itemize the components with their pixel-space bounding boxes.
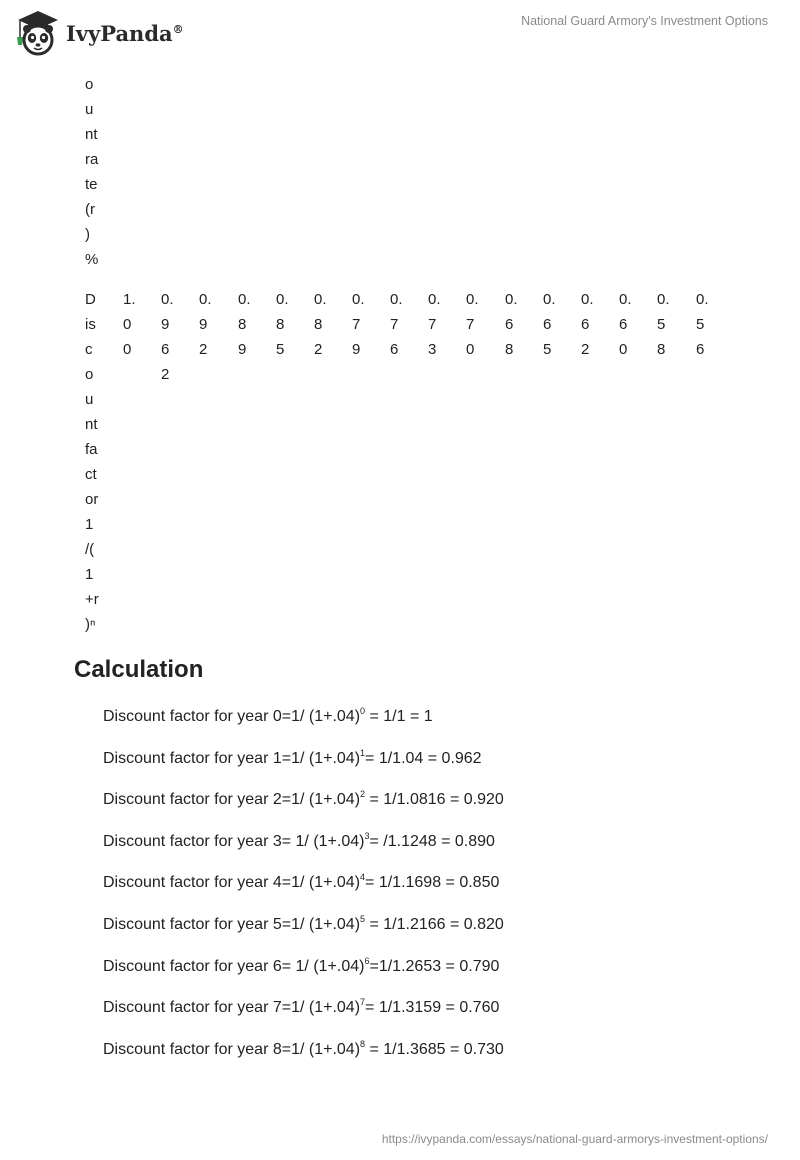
- calculation-line: [103, 916, 504, 934]
- discount-rate-label-fragment: ): [85, 226, 90, 243]
- discount-factor-cell-fragment: 8: [238, 316, 247, 333]
- discount-rate-label-fragment: nt: [85, 126, 98, 143]
- calculation-text: Discount factor for year 4=1/ (1+.04): [103, 874, 361, 892]
- discount-factor-cell-fragment: 2: [161, 366, 170, 383]
- discount-factor-cell: [199, 287, 212, 362]
- calculation-text: Discount factor for year 6= 1/ (1+.04): [103, 957, 365, 975]
- discount-factor-cell-fragment: 9: [352, 341, 361, 358]
- calculation-result: = 1/1.0816 = 0.920: [365, 791, 504, 809]
- discount-factor-cell: [276, 287, 289, 362]
- discount-factor-cell: [238, 287, 251, 362]
- discount-factor-cell: [543, 287, 556, 362]
- calculation-result: =1/1.2653 = 0.790: [369, 957, 500, 975]
- discount-factor-cell-fragment: 0: [466, 341, 475, 358]
- discount-factor-cell-fragment: 6: [619, 316, 628, 333]
- calculation-text: Discount factor for year 7=1/ (1+.04): [103, 999, 361, 1017]
- calculation-result: = 1/1.2166 = 0.820: [365, 916, 504, 933]
- discount-factor-cell-fragment: 0.: [657, 291, 670, 308]
- discount-factor-cell-fragment: 2: [314, 341, 323, 358]
- exponent: 3: [364, 830, 370, 841]
- calculation-line: [103, 708, 433, 726]
- discount-factor-cell-fragment: 8: [505, 341, 514, 358]
- discount-factor-cell-fragment: 0: [123, 341, 132, 358]
- discount-factor-cell-fragment: 7: [466, 316, 475, 333]
- calculation-line: [103, 1038, 504, 1059]
- discount-factor-cell: [696, 287, 709, 362]
- exponent: 7: [360, 997, 366, 1008]
- discount-factor-cell-fragment: 0.: [543, 291, 556, 308]
- discount-factor-label-fragment: is: [85, 316, 96, 333]
- discount-factor-label-fragment: ct: [85, 466, 97, 483]
- calculation-result: = 1/1.04 = 0.962: [365, 749, 482, 767]
- exponent: 5: [360, 914, 366, 924]
- discount-factor-cell: [466, 287, 479, 362]
- discount-factor-label-fragment: c: [85, 341, 93, 358]
- discount-factor-cell-fragment: 0.: [352, 291, 365, 308]
- discount-factor-cell-fragment: 5: [276, 341, 285, 358]
- calculation-result: = /1.1248 = 0.890: [369, 832, 495, 850]
- discount-factor-cell-fragment: 6: [543, 316, 552, 333]
- discount-factor-cell-fragment: 0.: [505, 291, 518, 308]
- discount-rate-label-fragment: u: [85, 101, 94, 118]
- discount-factor-cell-fragment: 6: [161, 341, 170, 358]
- calculation-result: = 1/1.3159 = 0.760: [365, 999, 500, 1017]
- discount-rate-label-fragment: (r: [85, 201, 95, 218]
- discount-factor-label-fragment: /(: [85, 541, 95, 558]
- document-title: National Guard Armory's Investment Options: [521, 14, 768, 28]
- discount-factor-cell-fragment: 0.: [161, 291, 174, 308]
- discount-factor-cell-fragment: 6: [390, 341, 399, 358]
- discount-factor-cell: [123, 287, 136, 362]
- discount-factor-cell-fragment: 0.: [276, 291, 289, 308]
- calculation-text: Discount factor for year 8=1/ (1+.04): [103, 1040, 361, 1058]
- discount-factor-cell-fragment: 0.: [199, 291, 212, 308]
- discount-factor-cell-fragment: 0: [619, 341, 628, 358]
- discount-factor-label-fragment: fa: [85, 441, 98, 458]
- discount-factor-label: [85, 287, 99, 637]
- calculation-text: Discount factor for year 1=1/ (1+.04): [103, 749, 361, 767]
- discount-factor-cell: [505, 287, 518, 362]
- discount-rate-label: [85, 72, 98, 272]
- discount-factor-cell: [161, 287, 174, 387]
- discount-factor-cell-fragment: 5: [657, 316, 666, 333]
- discount-factor-cell: [314, 287, 327, 362]
- discount-factor-label-fragment: or: [85, 491, 99, 508]
- calculation-line: [103, 955, 500, 976]
- discount-factor-cell-fragment: 2: [581, 341, 590, 358]
- discount-factor-label-fragment: +r: [85, 591, 99, 608]
- discount-factor-cell-fragment: 7: [352, 316, 361, 333]
- discount-factor-cell-fragment: 8: [314, 316, 323, 333]
- brand-name: IvyPanda®: [66, 20, 184, 46]
- discount-factor-cell: [390, 287, 403, 362]
- calculation-text: Discount factor for year 5=1/ (1+.04): [103, 916, 361, 933]
- calculation-text: Discount factor for year 3= 1/ (1+.04): [103, 832, 365, 850]
- discount-factor-cell-fragment: 0.: [238, 291, 251, 308]
- discount-factor-cell-fragment: 0.: [314, 291, 327, 308]
- discount-factor-label-fragment: 1: [85, 566, 94, 583]
- calculation-line: [103, 999, 499, 1017]
- discount-factor-cell-fragment: 9: [161, 316, 170, 333]
- brand-logo[interactable]: [14, 9, 184, 57]
- discount-factor-cell-fragment: 5: [543, 341, 552, 358]
- discount-factor-cell-fragment: 0.: [581, 291, 594, 308]
- discount-factor-cell-fragment: 6: [581, 316, 590, 333]
- discount-factor-cell: [619, 287, 632, 362]
- discount-factor-cell-fragment: 7: [428, 316, 437, 333]
- discount-factor-cell-fragment: 0: [123, 316, 132, 333]
- exponent: 2: [360, 789, 366, 800]
- exponent: 8: [360, 1038, 366, 1049]
- source-url[interactable]: https://ivypanda.com/essays/national-guard-armorys-investment-options/: [381, 1132, 768, 1146]
- exponent: 0: [360, 706, 366, 716]
- discount-factor-cell: [352, 287, 365, 362]
- exponent: 4: [360, 872, 366, 883]
- discount-rate-label-fragment: ra: [85, 151, 99, 168]
- discount-factor-cell-fragment: 5: [696, 316, 705, 333]
- discount-rate-label-fragment: %: [85, 251, 99, 268]
- discount-factor-cell-fragment: 7: [390, 316, 399, 333]
- discount-factor-cell-fragment: 0.: [428, 291, 441, 308]
- discount-factor-cell-fragment: 0.: [390, 291, 403, 308]
- discount-factor-label-fragment: nt: [85, 416, 98, 433]
- calculation-line: [103, 830, 495, 851]
- discount-factor-label-fragment: D: [85, 291, 96, 308]
- calculation-text: Discount factor for year 0=1/ (1+.04): [103, 708, 361, 725]
- page-header: [0, 0, 800, 70]
- exponent: 1: [360, 747, 366, 758]
- calculation-text: Discount factor for year 2=1/ (1+.04): [103, 791, 361, 809]
- calculation-result: = 1/1.3685 = 0.730: [365, 1040, 504, 1058]
- calculation-line: [103, 747, 482, 768]
- discount-factor-cell-fragment: 8: [276, 316, 285, 333]
- exponent: 6: [364, 955, 370, 966]
- discount-factor-label-fragment: o: [85, 366, 94, 383]
- discount-factor-cell-fragment: 2: [199, 341, 208, 358]
- calculation-result: = 1/1.1698 = 0.850: [365, 874, 500, 892]
- discount-factor-cell-fragment: 9: [199, 316, 208, 333]
- panda-logo-icon: [14, 9, 62, 57]
- discount-factor-cell: [657, 287, 670, 362]
- discount-factor-cell-fragment: 0.: [466, 291, 479, 308]
- discount-factor-cell-fragment: 3: [428, 341, 437, 358]
- discount-factor-cell-fragment: 0.: [619, 291, 632, 308]
- discount-factor-cell-fragment: 6: [696, 341, 705, 358]
- discount-factor-cell-fragment: 8: [657, 341, 666, 358]
- discount-factor-label-fragment: 1: [85, 516, 94, 533]
- discount-factor-cell-fragment: 0.: [696, 291, 709, 308]
- discount-factor-cell: [428, 287, 441, 362]
- discount-factor-label-fragment: )ⁿ: [85, 616, 96, 633]
- discount-factor-label-fragment: u: [85, 391, 94, 408]
- discount-rate-label-fragment: te: [85, 176, 98, 193]
- discount-factor-cell-fragment: 1.: [123, 291, 136, 308]
- calculation-line: [103, 791, 504, 809]
- discount-rate-label-fragment: o: [85, 76, 94, 93]
- discount-factor-cell-fragment: 6: [505, 316, 514, 333]
- discount-factor-cell: [581, 287, 594, 362]
- calculation-line: [103, 874, 499, 892]
- calculation-heading: Calculation: [74, 656, 204, 683]
- calculation-result: = 1/1 = 1: [365, 708, 433, 725]
- discount-factor-cell-fragment: 9: [238, 341, 247, 358]
